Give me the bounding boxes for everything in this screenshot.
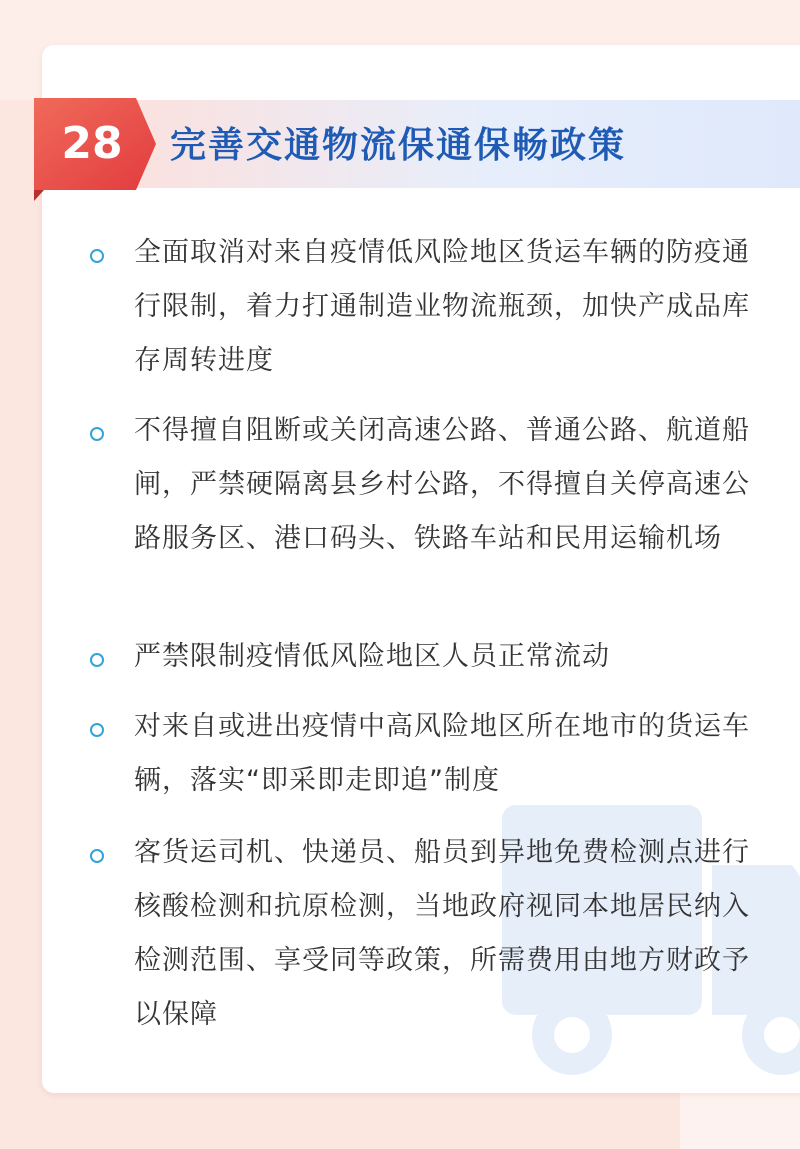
ring-bullet-icon — [90, 653, 104, 667]
ring-bullet-icon — [90, 249, 104, 263]
list-item-text: 客货运司机、快递员、船员到异地免费检测点进行核酸检测和抗原检测，当地政府视同本地居民纳入检测范围、享受同等政策，所需费用由地方财政予以保障 — [134, 837, 750, 1030]
ring-bullet-icon — [90, 849, 104, 863]
section-number: 28 — [61, 118, 123, 169]
list-item-text: 严禁限制疫情低风险地区人员正常流动 — [134, 641, 610, 672]
section-title: 完善交通物流保通保畅政策 — [170, 125, 627, 166]
list-item-text: 全面取消对来自疫情低风险地区货运车辆的防疫通行限制，着力打通制造业物流瓶颈，加快产成品库存周转进度 — [134, 237, 750, 376]
list-item-text: 对来自或进出疫情中高风险地区所在地市的货运车辆，落实“即采即走即追”制度 — [134, 711, 750, 796]
list-item-text: 不得擅自阻断或关闭高速公路、普通公路、航道船闸，严禁硬隔离县乡村公路，不得擅自关停高速公路服务区、港口码头、铁路车站和民用运输机场 — [134, 415, 750, 554]
ring-bullet-icon — [90, 427, 104, 441]
ring-bullet-icon — [90, 723, 104, 737]
